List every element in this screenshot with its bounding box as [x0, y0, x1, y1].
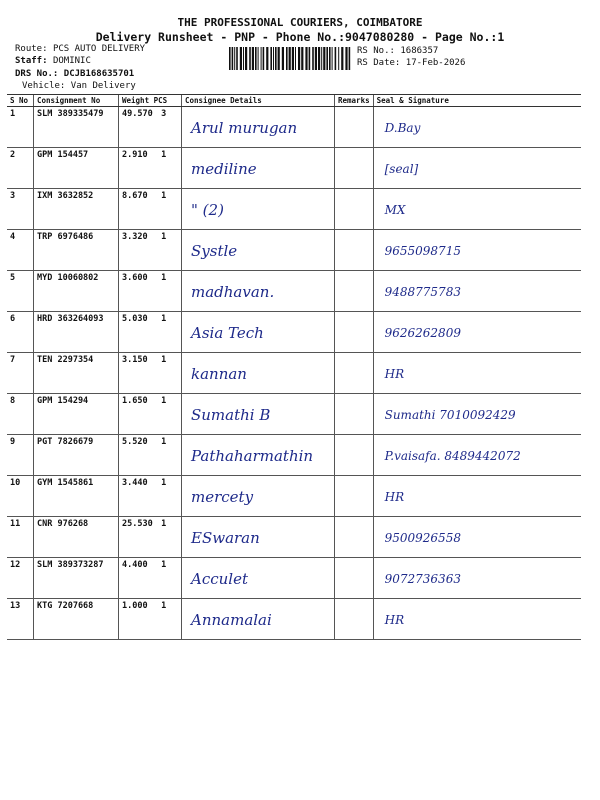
consignment-cell — [34, 394, 119, 435]
sno-cell — [7, 435, 34, 476]
barcode-bar — [298, 47, 300, 70]
staff-line — [15, 56, 91, 66]
sno-cell — [7, 312, 34, 353]
col-pcs: PCS — [153, 96, 168, 105]
weight-value: 49.570 — [122, 109, 153, 119]
consignee-cell — [182, 394, 335, 435]
route-label: Route: — [15, 44, 48, 54]
signature-cell — [373, 107, 581, 148]
sno-value: 13 — [10, 601, 21, 611]
remarks-cell — [335, 558, 374, 599]
barcode-bar — [249, 47, 251, 70]
pcs-value: 1 — [161, 314, 167, 324]
signature-cell — [373, 230, 581, 271]
table-row — [7, 599, 581, 640]
weight-value: 3.600 — [122, 273, 148, 283]
rs-date-label: RS Date: — [357, 58, 401, 68]
weight-value: 3.440 — [122, 478, 148, 488]
sno-value: 11 — [10, 519, 21, 529]
consignment-value: TEN 2297354 — [37, 355, 94, 365]
sno-value: 6 — [10, 314, 16, 324]
pcs-value: 1 — [161, 232, 167, 242]
signature-cell — [373, 517, 581, 558]
barcode-bar — [229, 47, 231, 70]
staff-value: DOMINIC — [52, 56, 91, 66]
barcode-bar — [321, 47, 322, 70]
vehicle-label: Vehicle: — [22, 81, 66, 91]
route-line — [15, 44, 145, 54]
consignee-cell — [182, 107, 335, 148]
table-row — [7, 394, 581, 435]
weight-pcs-cell — [119, 599, 182, 640]
table-row — [7, 107, 581, 148]
barcode-bar — [329, 47, 331, 70]
consignment-value: HRD 363264093 — [37, 314, 104, 324]
barcode-bar — [341, 47, 343, 70]
barcode-image — [229, 47, 352, 70]
consignment-cell — [34, 353, 119, 394]
vehicle-value: Van Delivery — [70, 81, 136, 91]
sno-value: 8 — [10, 396, 16, 406]
weight-value: 2.910 — [122, 150, 148, 160]
weight-value: 3.150 — [122, 355, 148, 365]
col-signature: Seal & Signature — [373, 95, 581, 107]
weight-pcs-cell — [119, 394, 182, 435]
table-row — [7, 148, 581, 189]
signature-handwriting: HR — [384, 367, 405, 381]
consignment-value: IXM 3632852 — [37, 191, 94, 201]
consignee-handwriting: madhavan. — [191, 283, 275, 301]
consignee-handwriting: mediline — [191, 160, 257, 178]
signature-handwriting: D.Bay — [384, 121, 421, 135]
pcs-value: 1 — [161, 560, 167, 570]
pcs-value: 3 — [161, 109, 167, 119]
weight-pcs-cell — [119, 353, 182, 394]
barcode-bar — [252, 47, 254, 70]
barcode-bar — [326, 47, 328, 70]
barcode-bar — [349, 47, 351, 70]
barcode-bar — [345, 47, 347, 70]
col-sno: S No — [7, 95, 34, 107]
col-weight: Weight — [122, 96, 150, 105]
signature-cell — [373, 312, 581, 353]
consignment-cell — [34, 230, 119, 271]
barcode-bar — [289, 47, 291, 70]
sno-cell — [7, 476, 34, 517]
sno-value: 10 — [10, 478, 21, 488]
table-row — [7, 435, 581, 476]
signature-handwriting: 9655098715 — [384, 244, 461, 258]
consignee-cell — [182, 312, 335, 353]
table-row — [7, 230, 581, 271]
sno-cell — [7, 271, 34, 312]
weight-value: 4.400 — [122, 560, 148, 570]
consignee-cell — [182, 230, 335, 271]
pcs-value: 1 — [161, 396, 167, 406]
consignee-cell — [182, 599, 335, 640]
signature-handwriting: HR — [384, 490, 405, 504]
consignment-value: CNR 976268 — [37, 519, 89, 529]
consignee-handwriting: Acculet — [191, 570, 248, 588]
signature-cell — [373, 271, 581, 312]
barcode-bar — [245, 47, 247, 70]
vehicle-line — [22, 81, 136, 91]
barcode-bar — [315, 47, 317, 70]
signature-cell — [373, 476, 581, 517]
rs-no-line — [357, 46, 438, 56]
remarks-cell — [335, 271, 374, 312]
consignment-cell — [34, 148, 119, 189]
consignment-value: MYD 10060802 — [37, 273, 99, 283]
consignment-value: PGT 7826679 — [37, 437, 94, 447]
table-row — [7, 353, 581, 394]
pcs-value: 1 — [161, 191, 167, 201]
consignee-cell — [182, 517, 335, 558]
table-row — [7, 558, 581, 599]
signature-cell — [373, 148, 581, 189]
consignment-value: KTG 7207668 — [37, 601, 94, 611]
runsheet-subtitle: Delivery Runsheet - PNP - Phone No.:9047080280 - Page No.:1 — [95, 30, 505, 44]
sno-cell — [7, 230, 34, 271]
barcode-bar — [234, 47, 235, 70]
weight-pcs-cell — [119, 271, 182, 312]
signature-handwriting: 9500926558 — [384, 531, 461, 545]
drs-line — [15, 69, 134, 79]
sno-value: 1 — [10, 109, 16, 119]
consignment-cell — [34, 189, 119, 230]
sno-value: 5 — [10, 273, 16, 283]
consignment-cell — [34, 435, 119, 476]
signature-cell — [373, 394, 581, 435]
sno-value: 9 — [10, 437, 16, 447]
consignment-cell — [34, 517, 119, 558]
weight-pcs-cell — [119, 148, 182, 189]
sno-cell — [7, 599, 34, 640]
sno-cell — [7, 353, 34, 394]
weight-pcs-cell — [119, 107, 182, 148]
consignment-value: TRP 6976486 — [37, 232, 94, 242]
signature-handwriting: 9626262809 — [384, 326, 461, 340]
consignee-cell — [182, 558, 335, 599]
consignee-handwriting: kannan — [191, 365, 247, 383]
remarks-cell — [335, 476, 374, 517]
table-header-row — [7, 95, 581, 107]
signature-handwriting: P.vaisafa. 8489442072 — [384, 449, 521, 463]
barcode-bar — [282, 47, 284, 70]
consignee-handwriting: Pathaharmathin — [191, 447, 314, 465]
consignee-handwriting: Systle — [191, 242, 238, 260]
barcode-bar — [312, 47, 314, 70]
consignment-value: SLM 389335479 — [37, 109, 104, 119]
sno-cell — [7, 189, 34, 230]
sno-cell — [7, 558, 34, 599]
col-weight-pcs — [119, 95, 182, 107]
remarks-cell — [335, 189, 374, 230]
barcode-bar — [286, 47, 288, 70]
table-row — [7, 476, 581, 517]
barcode-bar — [318, 47, 320, 70]
rs-date-line — [357, 58, 465, 68]
signature-cell — [373, 189, 581, 230]
weight-pcs-cell — [119, 476, 182, 517]
weight-value: 3.320 — [122, 232, 148, 242]
barcode-bar — [263, 47, 265, 70]
col-consignment: Consignment No — [34, 95, 119, 107]
table-row — [7, 271, 581, 312]
signature-cell — [373, 558, 581, 599]
barcode-bar — [292, 47, 294, 70]
barcode-bar — [270, 47, 272, 70]
remarks-cell — [335, 312, 374, 353]
signature-handwriting: 9072736363 — [384, 572, 461, 586]
barcode-bar — [266, 47, 268, 70]
signature-handwriting: 9488775783 — [384, 285, 461, 299]
consignee-cell — [182, 271, 335, 312]
staff-label: Staff: — [15, 56, 48, 66]
rs-no-value: 1686357 — [400, 46, 439, 56]
barcode-bar — [305, 47, 307, 70]
sno-value: 2 — [10, 150, 16, 160]
sno-cell — [7, 394, 34, 435]
consignee-handwriting: " (2) — [191, 201, 224, 219]
sno-cell — [7, 107, 34, 148]
barcode-bar — [323, 47, 325, 70]
route-value: PCS AUTO DELIVERY — [52, 44, 146, 54]
weight-pcs-cell — [119, 230, 182, 271]
barcode-bar — [309, 47, 311, 70]
sno-cell — [7, 517, 34, 558]
weight-pcs-cell — [119, 517, 182, 558]
signature-handwriting: [seal] — [384, 162, 419, 176]
barcode-bar — [278, 47, 280, 70]
remarks-cell — [335, 394, 374, 435]
consignment-value: GPM 154457 — [37, 150, 89, 160]
sno-cell — [7, 148, 34, 189]
signature-handwriting: Sumathi 7010092429 — [384, 408, 516, 422]
consignment-cell — [34, 558, 119, 599]
barcode-bar — [232, 47, 234, 70]
pcs-value: 1 — [161, 478, 167, 488]
consignee-handwriting: Arul murugan — [191, 119, 298, 137]
drs-value: DCJB168635701 — [63, 69, 135, 79]
consignment-value: SLM 389373287 — [37, 560, 104, 570]
barcode-bar — [243, 47, 244, 70]
consignee-handwriting: Sumathi B — [191, 406, 271, 424]
remarks-cell — [335, 353, 374, 394]
remarks-cell — [335, 435, 374, 476]
barcode-bar — [301, 47, 303, 70]
weight-pcs-cell — [119, 312, 182, 353]
weight-pcs-cell — [119, 435, 182, 476]
consignee-cell — [182, 148, 335, 189]
signature-handwriting: MX — [384, 203, 406, 217]
pcs-value: 1 — [161, 601, 167, 611]
drs-label: DRS No.: — [15, 69, 59, 79]
barcode-bar — [332, 47, 333, 70]
remarks-cell — [335, 230, 374, 271]
barcode-bar — [335, 47, 337, 70]
company-title: THE PROFESSIONAL COURIERS, COIMBATORE — [177, 16, 423, 29]
barcode-bar — [258, 47, 259, 70]
barcode-bar — [236, 47, 238, 70]
weight-value: 5.030 — [122, 314, 148, 324]
pcs-value: 1 — [161, 437, 167, 447]
pcs-value: 1 — [161, 150, 167, 160]
weight-value: 1.650 — [122, 396, 148, 406]
consignee-cell — [182, 189, 335, 230]
consignment-cell — [34, 476, 119, 517]
pcs-value: 1 — [161, 355, 167, 365]
col-consignee: Consignee Details — [182, 95, 335, 107]
consignee-handwriting: Annamalai — [191, 611, 272, 629]
consignment-cell — [34, 107, 119, 148]
consignment-value: GYM 1545861 — [37, 478, 94, 488]
sno-value: 7 — [10, 355, 16, 365]
table-body — [7, 107, 581, 640]
table-row — [7, 517, 581, 558]
barcode-bar — [255, 47, 257, 70]
consignment-cell — [34, 312, 119, 353]
barcode-bar — [275, 47, 277, 70]
consignee-handwriting: Asia Tech — [191, 324, 264, 342]
weight-value: 25.530 — [122, 519, 153, 529]
signature-cell — [373, 599, 581, 640]
consignment-cell — [34, 271, 119, 312]
signature-cell — [373, 353, 581, 394]
consignee-handwriting: ESwaran — [191, 529, 260, 547]
remarks-cell — [335, 148, 374, 189]
rs-date-value: 17-Feb-2026 — [405, 58, 466, 68]
barcode-bar — [261, 47, 262, 70]
weight-value: 8.670 — [122, 191, 148, 201]
barcode-bar — [240, 47, 242, 70]
barcode-bar — [273, 47, 274, 70]
signature-cell — [373, 435, 581, 476]
pcs-value: 1 — [161, 519, 167, 529]
rs-no-label: RS No.: — [357, 46, 395, 56]
weight-value: 1.000 — [122, 601, 148, 611]
weight-value: 5.520 — [122, 437, 148, 447]
sno-value: 12 — [10, 560, 21, 570]
table-row — [7, 189, 581, 230]
consignment-cell — [34, 599, 119, 640]
consignment-value: GPM 154294 — [37, 396, 89, 406]
consignee-cell — [182, 353, 335, 394]
pcs-value: 1 — [161, 273, 167, 283]
consignee-cell — [182, 476, 335, 517]
barcode-bar — [338, 47, 339, 70]
weight-pcs-cell — [119, 558, 182, 599]
weight-pcs-cell — [119, 189, 182, 230]
remarks-cell — [335, 517, 374, 558]
signature-handwriting: HR — [384, 613, 405, 627]
table-row — [7, 312, 581, 353]
delivery-table — [7, 94, 581, 640]
sno-value: 4 — [10, 232, 16, 242]
consignee-handwriting: mercety — [191, 488, 254, 506]
consignee-cell — [182, 435, 335, 476]
barcode-bar — [295, 47, 296, 70]
sno-value: 3 — [10, 191, 16, 201]
remarks-cell — [335, 599, 374, 640]
remarks-cell — [335, 107, 374, 148]
col-remarks: Remarks — [335, 95, 374, 107]
